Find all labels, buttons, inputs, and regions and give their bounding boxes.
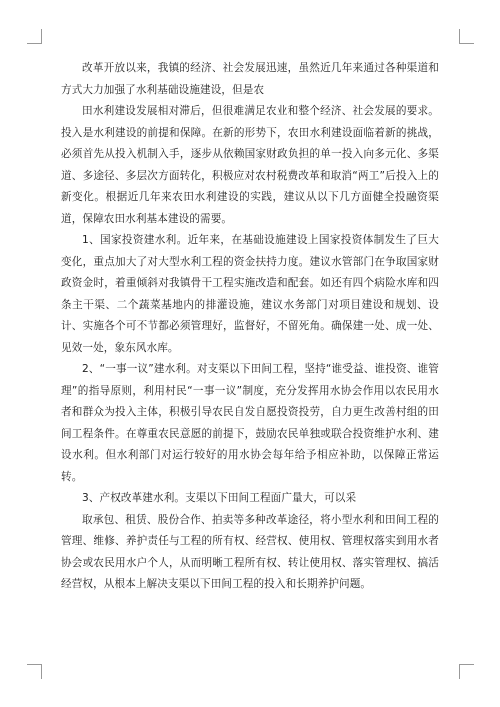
document-body <box>61 58 439 596</box>
paragraph-one-matter-one-discussion: 2、“一事一议”建水利。对支渠以下田间工程，坚持“谁受益、谁投资、谁管理”的指导原则，利用村民“一事一议”制度，充分发挥用水协会作用以农民用水者和群众为投入主体，积极引导农民自发自愿投资投劳，自力更生改善村组的田间工程条件。在尊重农民意愿的前提下，鼓励农民单独或联合投资维护水利、建设水利。但水利部门对运行较好的用水协会每年给予相应补助，以保障正常运转。 <box>61 363 439 483</box>
paragraph-property-reform-continued: 取承包、租赁、股份合作、拍卖等多种改革途径，将小型水利和田间工程的管理、维修、养护责任与工程的所有权、经营权、使用权、管理权落实到用水者协会或农民用水户个人，从而明晰工程所有权、转让使用权、落实管理权、搞活经营权，从根本上解决支渠以下田间工程的投入和长期养护问题。 <box>61 513 439 590</box>
crop-mark-bottom-right <box>459 664 474 679</box>
crop-mark-bottom-left <box>27 664 42 679</box>
paragraph-intro: 改革开放以来，我镇的经济、社会发展迅速，虽然近几年来通过各种渠道和方式大力加强了水利基础设施建设，但是农 <box>61 62 439 96</box>
paragraph-national-investment: 1、国家投资建水利。近年来，在基础设施建设上国家投资体制发生了巨大变化，重点加大了对大型水利工程的资金扶持力度。建议水管部门在争取国家财政资金时，着重倾斜对我镇骨干工程实施改造和配套。如还有四个病险水库和四条主干渠、二个蔬菜基地内的排灌设施，建议水务部门对项目建设和规划、设计、实施各个可不节都必须管理好，监督好，不留死角。确保建一处、成一处、见效一处，象东风水库。 <box>61 234 439 354</box>
crop-mark-top-left <box>27 29 42 44</box>
paragraph-property-reform: 3、产权改革建水利。支渠以下田间工程面广量大，可以采 <box>82 492 357 504</box>
paragraph-background: 田水利建设发展相对滞后，但很难满足农业和整个经济、社会发展的要求。投入是水利建设的前提和保障。在新的形势下，农田水利建设面临着新的挑战，必须首先从投入机制入手，逐步从依赖国家财政负担的单一投入向多元化、多渠道、多途径、多层次方面转化，积极应对农村税费改革和取消“两工”后投入上的新变化。根据近几年来农田水利建设的实践，建议从以下几方面健全投融资渠道，保障农田水利基本建设的需要。 <box>61 105 439 225</box>
crop-mark-top-right <box>459 29 474 44</box>
